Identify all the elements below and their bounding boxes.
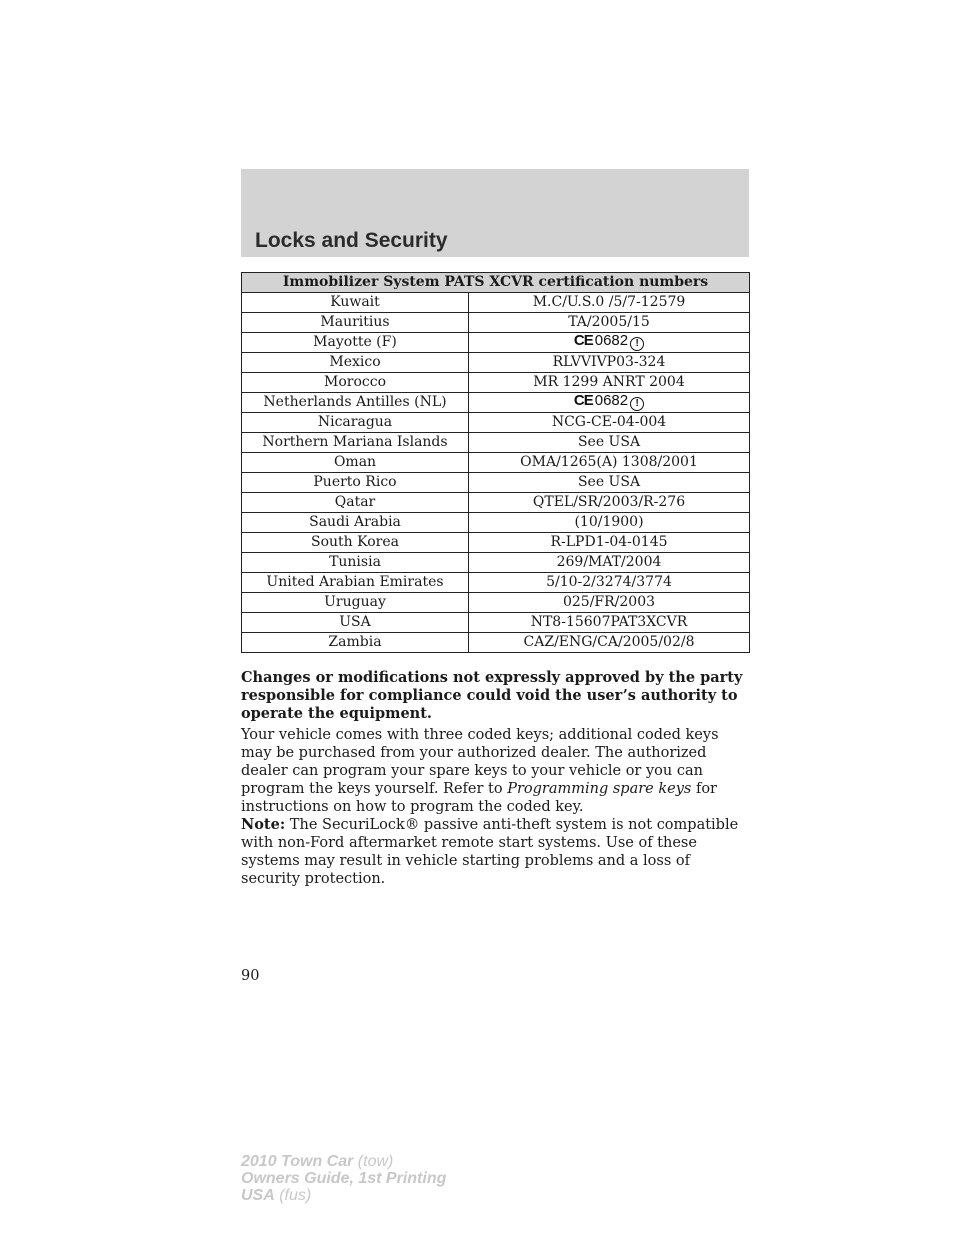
- footer-model: 2010 Town Car: [241, 1153, 354, 1170]
- table-row: [242, 613, 750, 633]
- table-row: [242, 353, 750, 373]
- certification-number-cell: See USA: [469, 433, 750, 453]
- certification-table: [241, 272, 750, 653]
- certification-number-cell: TA/2005/15: [469, 313, 750, 333]
- certification-number-cell: RLVVIVP03-324: [469, 353, 750, 373]
- table-row: [242, 473, 750, 493]
- country-cell: Puerto Rico: [242, 473, 469, 493]
- certification-number-cell: [469, 333, 750, 353]
- certification-number-cell: R-LPD1-04-0145: [469, 533, 750, 553]
- certification-number-cell: OMA/1265(A) 1308/2001: [469, 453, 750, 473]
- table-row: [242, 393, 750, 413]
- country-cell: USA: [242, 613, 469, 633]
- table-row: [242, 593, 750, 613]
- ce-letters: CE: [573, 392, 593, 409]
- table-row: [242, 493, 750, 513]
- country-cell: South Korea: [242, 533, 469, 553]
- footer-model-code: (tow): [353, 1153, 394, 1170]
- footer-market: USA: [241, 1187, 275, 1204]
- country-cell: Mauritius: [242, 313, 469, 333]
- certification-number-cell: NCG-CE-04-004: [469, 413, 750, 433]
- note-text: The SecuriLock® passive anti-theft system is not compatible with non-Ford aftermarket remote start systems. Use of these systems may result in vehicle starting problems and a loss of security protection.: [241, 817, 739, 887]
- country-cell: Uruguay: [242, 593, 469, 613]
- certification-number-cell: 5/10-2/3274/3774: [469, 573, 750, 593]
- certification-number-cell: See USA: [469, 473, 750, 493]
- table-header-row: [242, 273, 750, 293]
- table-row: [242, 573, 750, 593]
- table-row: [242, 293, 750, 313]
- country-cell: Morocco: [242, 373, 469, 393]
- table-row: [242, 633, 750, 653]
- note-paragraph: [241, 816, 749, 888]
- country-cell: Mayotte (F): [242, 333, 469, 353]
- certification-number-cell: NT8-15607PAT3XCVR: [469, 613, 750, 633]
- country-cell: Qatar: [242, 493, 469, 513]
- coded-keys-paragraph: [241, 726, 749, 816]
- certification-number-cell: [469, 393, 750, 413]
- table-row: [242, 533, 750, 553]
- country-cell: Saudi Arabia: [242, 513, 469, 533]
- ce-mark-icon: [574, 393, 644, 411]
- table-row: [242, 433, 750, 453]
- table-row: [242, 553, 750, 573]
- table-row: [242, 413, 750, 433]
- country-cell: Northern Mariana Islands: [242, 433, 469, 453]
- table-row: [242, 333, 750, 353]
- country-cell: Netherlands Antilles (NL): [242, 393, 469, 413]
- ce-letters: CE: [573, 332, 593, 349]
- table-row: [242, 453, 750, 473]
- country-cell: United Arabian Emirates: [242, 573, 469, 593]
- coded-keys-text-end: for instructions on how to program the coded key.: [241, 781, 717, 815]
- footer-line-2: Owners Guide, 1st Printing: [241, 1170, 447, 1187]
- certification-number-cell: CAZ/ENG/CA/2005/02/8: [469, 633, 750, 653]
- certification-number-cell: (10/1900): [469, 513, 750, 533]
- ce-notified-body-number: 0682: [594, 392, 629, 409]
- alert-circle-icon: !: [630, 397, 644, 411]
- table-title: Immobilizer System PATS XCVR certification numbers: [242, 273, 750, 293]
- country-cell: Kuwait: [242, 293, 469, 313]
- note-label: Note:: [241, 816, 286, 833]
- page-number: 90: [241, 968, 260, 984]
- country-cell: Oman: [242, 453, 469, 473]
- compliance-warning: Changes or modifications not expressly approved by the party responsible for compliance could void the user’s authority to operate the equipment.: [241, 669, 743, 722]
- certification-number-cell: 025/FR/2003: [469, 593, 750, 613]
- alert-circle-icon: !: [630, 337, 644, 351]
- ce-notified-body-number: 0682: [594, 332, 629, 349]
- table-row: [242, 513, 750, 533]
- country-cell: Tunisia: [242, 553, 469, 573]
- table-row: [242, 313, 750, 333]
- table-row: [242, 373, 750, 393]
- country-cell: Zambia: [242, 633, 469, 653]
- country-cell: Mexico: [242, 353, 469, 373]
- country-cell: Nicaragua: [242, 413, 469, 433]
- document-footer: [241, 1153, 446, 1204]
- certification-number-cell: 269/MAT/2004: [469, 553, 750, 573]
- programming-spare-keys-reference: Programming spare keys: [507, 781, 692, 797]
- certification-number-cell: M.C/U.S.0 /5/7-12579: [469, 293, 750, 313]
- certification-number-cell: QTEL/SR/2003/R-276: [469, 493, 750, 513]
- footer-line-3: [241, 1187, 446, 1204]
- footer-line-1: [241, 1153, 446, 1170]
- coded-keys-text: Your vehicle comes with three coded keys; additional coded keys may be purchased from your authorized dealer. The authorized dealer can program your spare keys to your vehicle or you can program the keys yourself. Refer to: [241, 727, 719, 797]
- section-title: Locks and Security: [255, 229, 448, 252]
- section-header-band: [241, 169, 749, 257]
- ce-mark-icon: [574, 333, 644, 351]
- footer-market-code: (fus): [274, 1187, 312, 1204]
- table-body: [242, 293, 750, 653]
- certification-number-cell: MR 1299 ANRT 2004: [469, 373, 750, 393]
